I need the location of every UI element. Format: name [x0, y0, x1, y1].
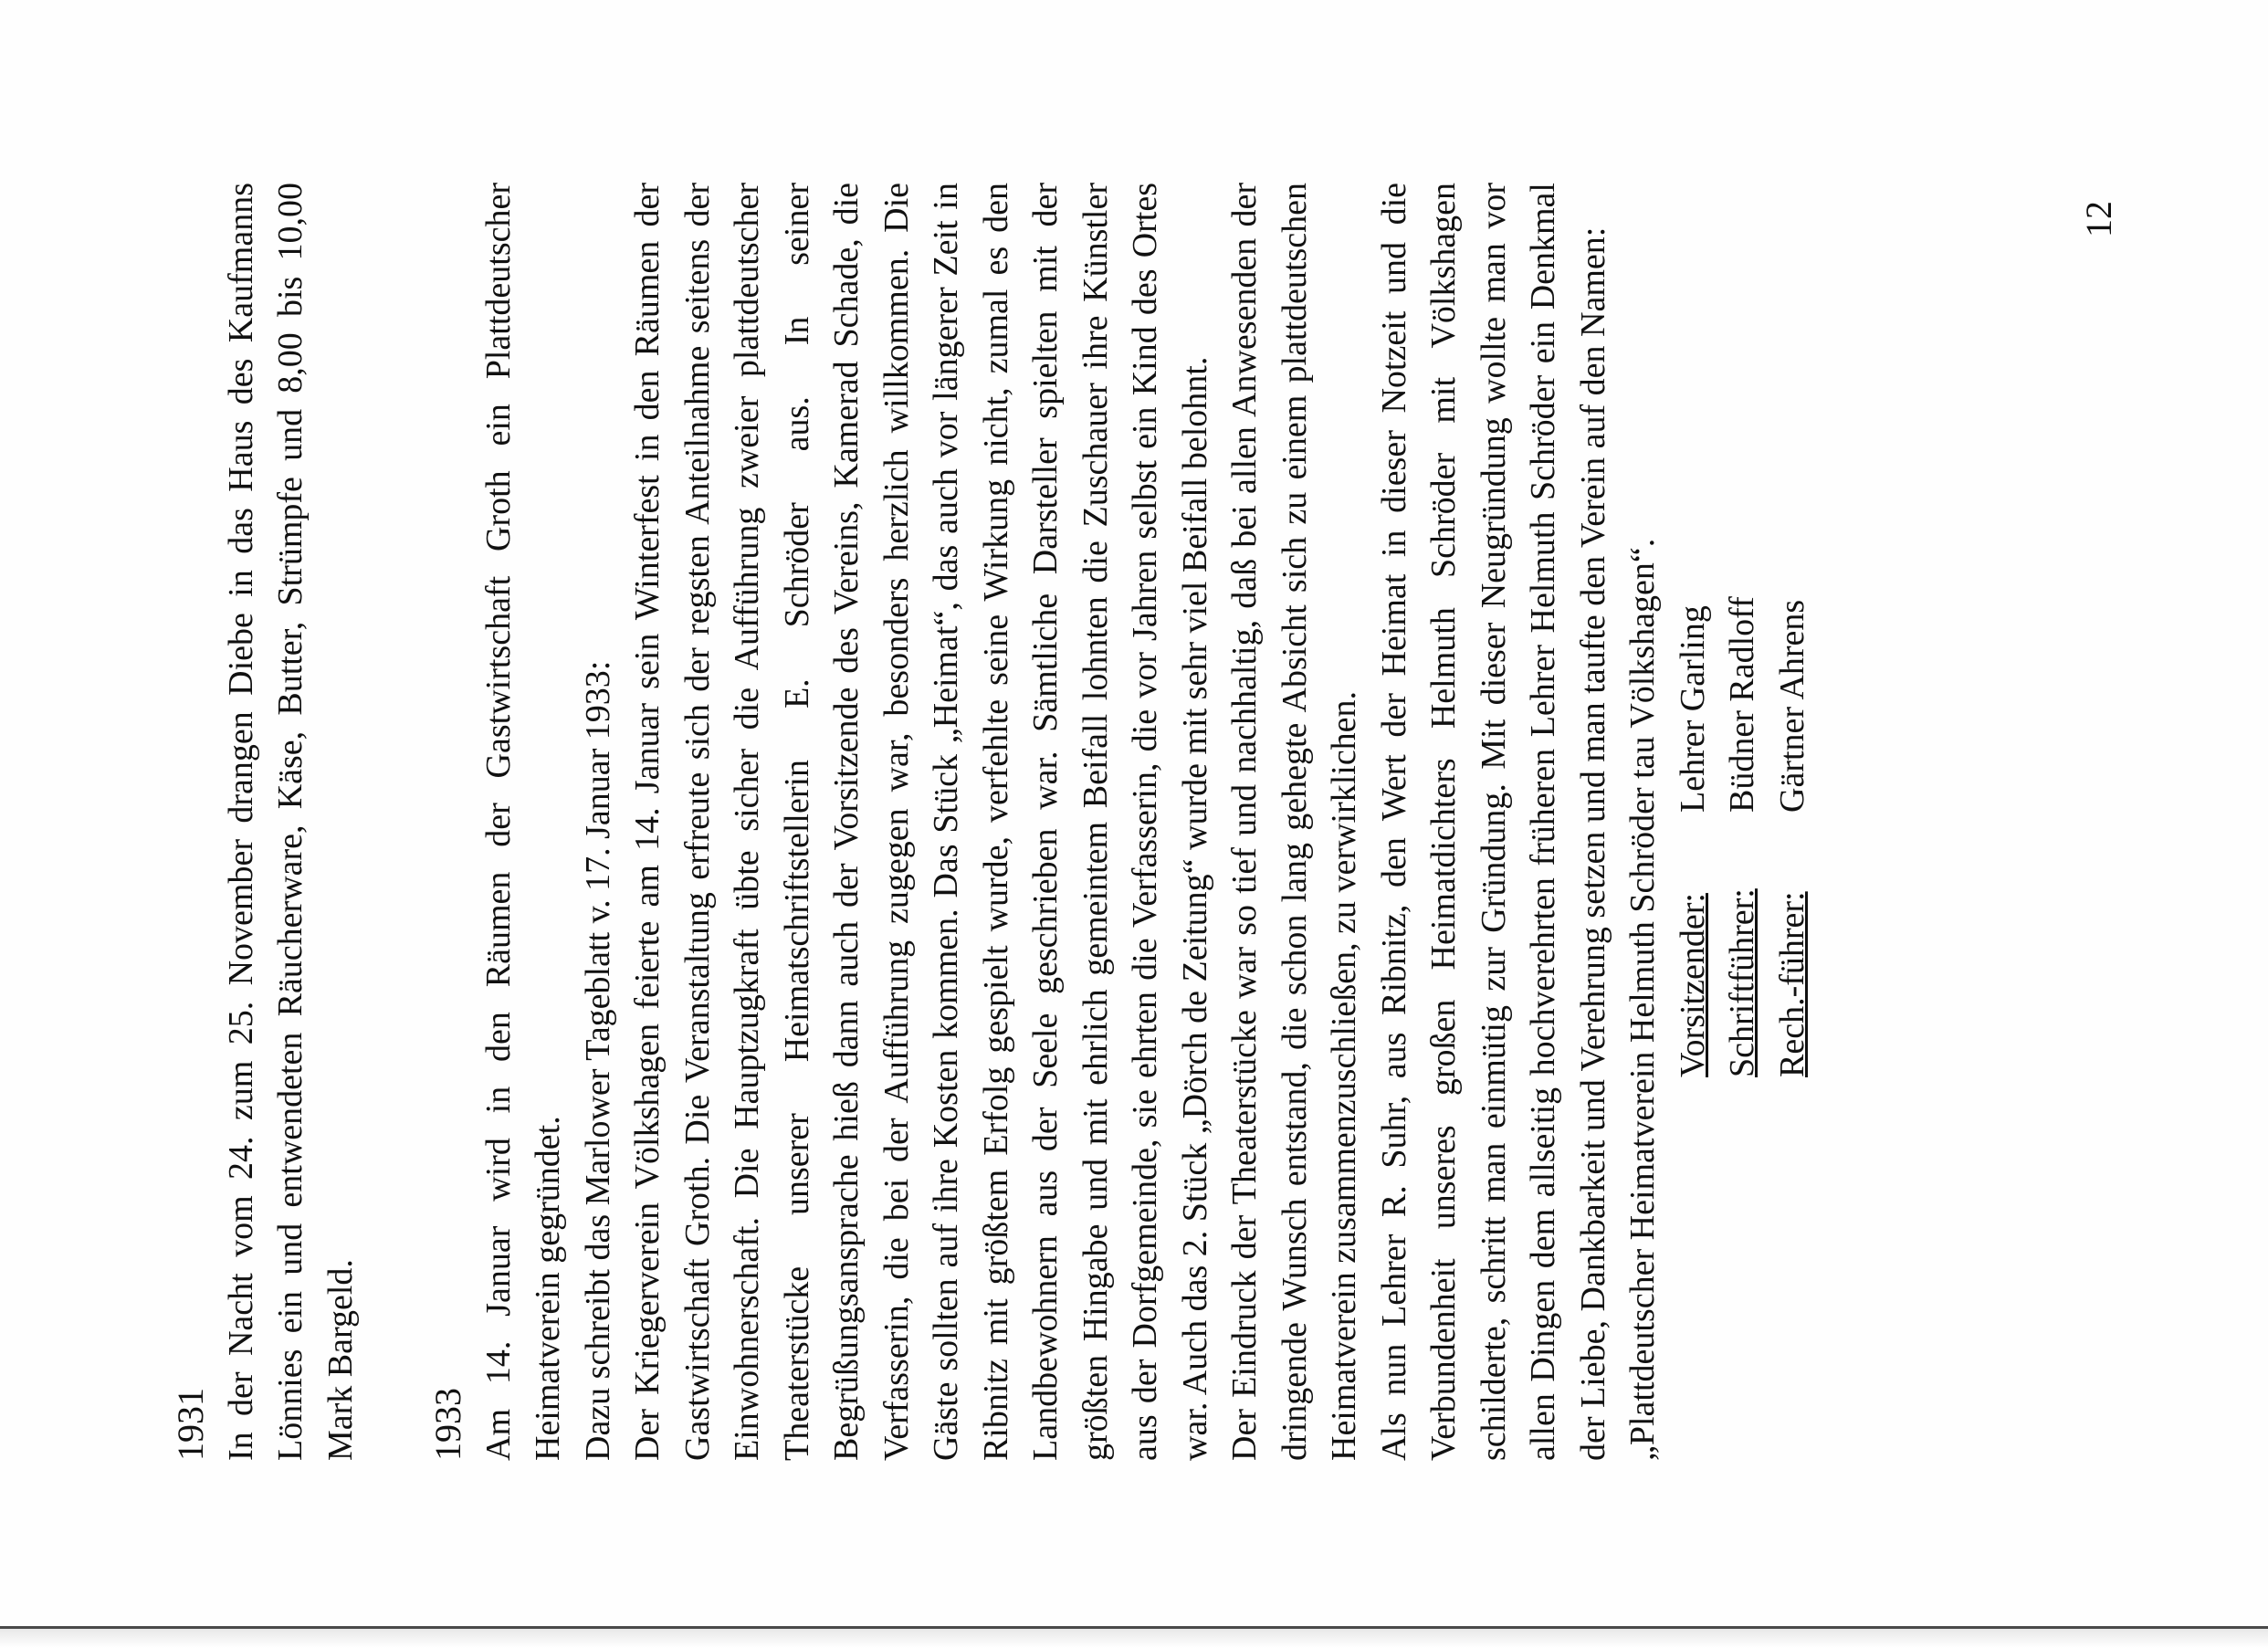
scanner-edge-shadow	[0, 1629, 2268, 1648]
officer-name: Büdner Radloff	[1723, 596, 1761, 813]
paragraph-naming: Als nun Lehrer R. Suhr, aus Ribnitz, den Wert der Heimat in dieser Notzeit und die Verbundenheit unseres großen Heimatdichters Helmuth Schröder mit Völkshagen schilderte, schritt man einmütig zur Gründung. Mit dieser Neugründung wollte man vor allen Dingen dem allseitig hochverehrten früheren Lehrer Helmuth Schröder ein Denkmal der Liebe, Dankbarkeit und Verehrung setzen und man taufte den Verein auf den Namen:	[1374, 183, 1612, 1461]
officer-role: Vorsitzender:	[1673, 893, 1712, 1077]
officer-role: Rech.-führer:	[1772, 891, 1811, 1077]
officer-row	[1768, 183, 1818, 1077]
officer-row	[1717, 183, 1768, 1077]
association-name: „Plattdeutscher Heimatverein Helmuth Schröder tau Völkshagen“.	[1623, 538, 1662, 1461]
section-spacer	[365, 183, 424, 1461]
section-1933	[424, 183, 1817, 1461]
officer-row	[1668, 183, 1718, 1077]
paragraph-founding: Am 14. Januar wird in den Räumen der Gastwirtschaft Groth ein Plattdeutscher Heimatverein gegründet.	[478, 183, 567, 1461]
page-footer	[2074, 183, 2129, 1461]
paragraph-winterfest: Der Kriegerverein Völkshagen feierte am 14. Januar sein Winterfest in den Räumen der Gastwirtschaft Groth. Die Veranstaltung erfreute sich der regsten Anteilnahme seitens der Einwohnerschaft. Die Hauptzugkraft übte sicher die Aufführung zweier plattdeutscher Theaterstücke unserer Heimatschriftstellerin E. Schröder aus. In seiner Begrüßungsansprache hieß dann auch der Vorsitzende des Vereins, Kamerad Schade, die Verfasserin, die bei der Aufführung zugegen war, besonders herzlich willkommen. Die Gäste sollten auf ihre Kosten kommen. Das Stück „Heimat“, das auch vor längerer Zeit in Ribnitz mit größtem Erfolg gespielt wurde, verfehlte seine Wirkung nicht, zumal es den Landbewohnern aus der Seele geschrieben war. Sämtliche Darsteller spielten mit der größten Hingabe und mit ehrlich gemeintem Beifall lohnten die Zuschauer ihre Künstler aus der Dorfgemeinde, sie ehrten die Verfasserin, die vor Jahren selbst ein Kind des Ortes war. Auch das 2. Stück „Dörch de Zeitung“ wurde mit sehr viel Beifall belohnt.	[628, 183, 1214, 1461]
rotated-document-page	[166, 183, 2211, 1461]
year-heading-1933: 1933	[427, 1388, 468, 1461]
officers-list	[1668, 183, 1818, 1077]
officer-name: Lehrer Garling	[1673, 605, 1712, 813]
officer-role: Schriftführer:	[1723, 888, 1761, 1077]
officer-name: Gärtner Ahrens	[1772, 599, 1811, 813]
paragraph-impression: Der Eindruck der Theaterstücke war so tief und nachhaltig, daß bei allen Anwesenden der dringende Wunsch entstand, die schon lang gehegte Absicht sich zu einem plattdeutschen Heimatverein zusammenzuschließen, zu verwirklichen.	[1225, 183, 1363, 1461]
paragraph-1931: In der Nacht vom 24. zum 25. November drangen Diebe in das Haus des Kaufmanns Lönnies ein und entwendeten Räucherware, Käse, Butter, Strümpfe und 8,00 bis 10,00 Mark Bargeld.	[221, 183, 360, 1461]
year-heading-1931: 1931	[170, 1388, 211, 1461]
section-1931	[166, 183, 365, 1461]
page-number: 12	[2078, 201, 2119, 237]
paragraph-newspaper-intro: Dazu schreibt das Marlower Tageblatt v. 17. Januar 1933:	[578, 660, 617, 1461]
